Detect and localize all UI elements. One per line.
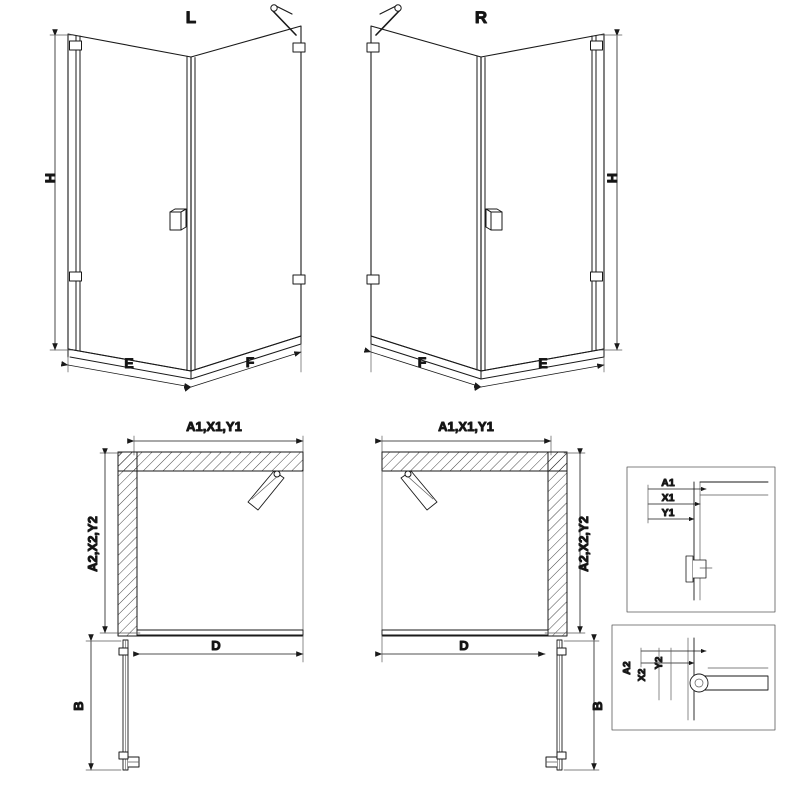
elevation-view-right [367,5,622,387]
dimension-E-right: E [538,355,548,371]
dimension-E-left: E [124,355,134,371]
plan-left-side-dimension: A2,X2,Y2 [85,516,100,572]
detail-bottom-label-a2: A2 [621,661,633,675]
dimension-F-left: F [245,354,255,370]
elevation-view-left [42,5,305,387]
dimension-H-left: H [42,172,58,184]
plan-right-top-dimension: A1,X1,Y1 [438,419,494,434]
dimension-H-right: H [604,172,620,184]
detail-view-bottom [612,625,775,730]
plan-left-door-dimension: B [71,701,86,711]
plan-view-right [382,419,605,770]
plan-left-top-dimension: A1,X1,Y1 [186,419,242,434]
plan-right-inner-dimension: D [459,638,469,653]
plan-right-door-dimension: B [590,701,605,711]
detail-bottom-label-x2: X2 [636,668,648,682]
plan-left-inner-dimension: D [211,638,221,653]
detail-top-label-x1: X1 [661,492,675,504]
variant-label-right: R [474,8,488,27]
plan-view-left [71,419,303,770]
plan-right-side-dimension: A2,X2,Y2 [576,516,591,572]
detail-view-top [627,467,775,612]
detail-bottom-label-y2: Y2 [653,656,665,670]
detail-top-label-y1: Y1 [661,507,675,519]
dimension-F-right: F [417,354,427,370]
detail-top-label-a1: A1 [661,477,675,489]
variant-label-left: L [185,8,197,27]
